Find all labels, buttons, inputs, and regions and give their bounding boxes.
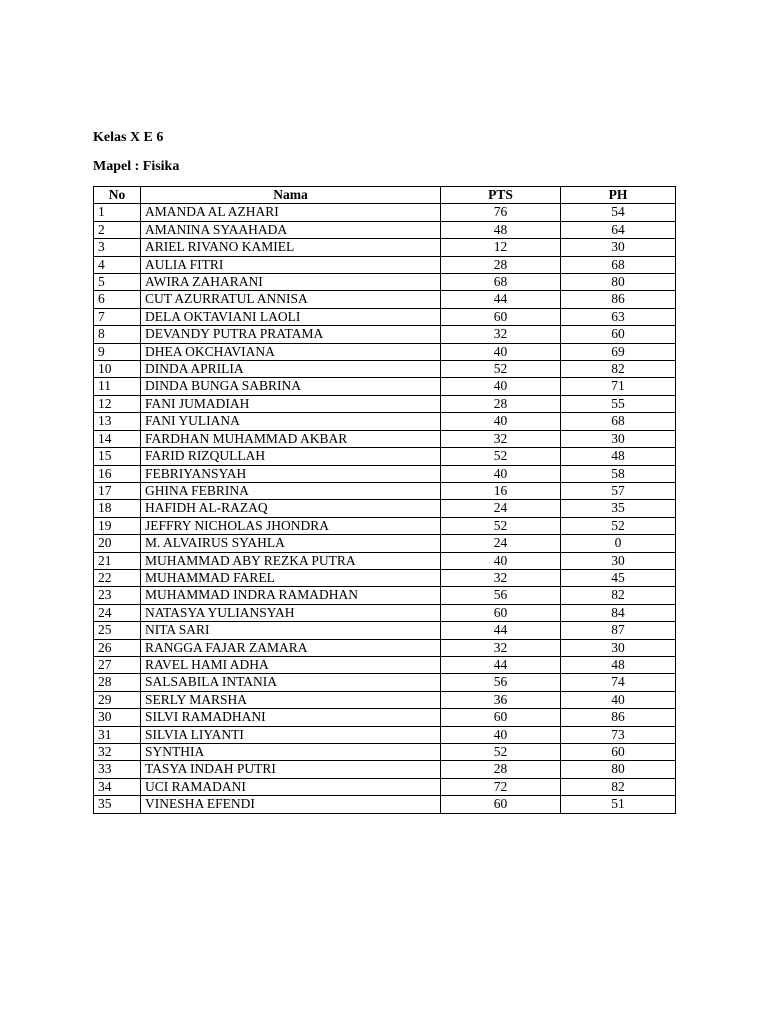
cell-no: 6 — [94, 291, 141, 308]
cell-pts: 24 — [441, 535, 561, 552]
cell-ph: 74 — [561, 674, 676, 691]
cell-ph: 40 — [561, 691, 676, 708]
table-row — [94, 604, 676, 621]
table-row — [94, 482, 676, 499]
cell-no: 14 — [94, 430, 141, 447]
cell-ph: 58 — [561, 465, 676, 482]
cell-nama: JEFFRY NICHOLAS JHONDRA — [141, 517, 441, 534]
cell-nama: SYNTHIA — [141, 744, 441, 761]
table-header-row — [94, 187, 676, 204]
cell-nama: DHEA OKCHAVIANA — [141, 343, 441, 360]
cell-nama: SILVI RAMADHANI — [141, 709, 441, 726]
table-row — [94, 587, 676, 604]
table-row — [94, 761, 676, 778]
cell-no: 25 — [94, 622, 141, 639]
cell-no: 20 — [94, 535, 141, 552]
cell-pts: 28 — [441, 761, 561, 778]
table-row — [94, 343, 676, 360]
cell-no: 33 — [94, 761, 141, 778]
cell-nama: CUT AZURRATUL ANNISA — [141, 291, 441, 308]
table-row — [94, 778, 676, 795]
cell-nama: MUHAMMAD INDRA RAMADHAN — [141, 587, 441, 604]
table-row — [94, 535, 676, 552]
table-row — [94, 361, 676, 378]
cell-no: 29 — [94, 691, 141, 708]
grades-table — [93, 186, 676, 814]
cell-ph: 71 — [561, 378, 676, 395]
cell-ph: 63 — [561, 308, 676, 325]
cell-no: 4 — [94, 256, 141, 273]
cell-pts: 52 — [441, 517, 561, 534]
cell-pts: 40 — [441, 465, 561, 482]
cell-pts: 76 — [441, 204, 561, 221]
table-row — [94, 796, 676, 813]
cell-no: 8 — [94, 326, 141, 343]
cell-nama: SALSABILA INTANIA — [141, 674, 441, 691]
cell-ph: 84 — [561, 604, 676, 621]
cell-ph: 86 — [561, 291, 676, 308]
cell-no: 30 — [94, 709, 141, 726]
cell-nama: HAFIDH AL-RAZAQ — [141, 500, 441, 517]
cell-nama: UCI RAMADANI — [141, 778, 441, 795]
cell-no: 26 — [94, 639, 141, 656]
cell-pts: 56 — [441, 587, 561, 604]
cell-nama: SERLY MARSHA — [141, 691, 441, 708]
cell-no: 21 — [94, 552, 141, 569]
cell-no: 7 — [94, 308, 141, 325]
cell-ph: 51 — [561, 796, 676, 813]
table-row — [94, 639, 676, 656]
table-row — [94, 308, 676, 325]
cell-pts: 12 — [441, 239, 561, 256]
cell-ph: 68 — [561, 256, 676, 273]
cell-ph: 48 — [561, 656, 676, 673]
cell-pts: 44 — [441, 622, 561, 639]
cell-pts: 52 — [441, 361, 561, 378]
cell-pts: 52 — [441, 448, 561, 465]
column-header-pts: PTS — [441, 187, 561, 204]
cell-nama: AMANINA SYAAHADA — [141, 221, 441, 238]
table-body — [94, 204, 676, 813]
cell-no: 15 — [94, 448, 141, 465]
table-row — [94, 239, 676, 256]
cell-nama: FEBRIYANSYAH — [141, 465, 441, 482]
cell-pts: 40 — [441, 726, 561, 743]
table-row — [94, 465, 676, 482]
table-row — [94, 656, 676, 673]
cell-pts: 32 — [441, 639, 561, 656]
table-row — [94, 378, 676, 395]
cell-no: 17 — [94, 482, 141, 499]
cell-ph: 68 — [561, 413, 676, 430]
cell-pts: 36 — [441, 691, 561, 708]
table-row — [94, 500, 676, 517]
table-row — [94, 726, 676, 743]
cell-nama: RAVEL HAMI ADHA — [141, 656, 441, 673]
cell-no: 18 — [94, 500, 141, 517]
column-header-no: No — [94, 187, 141, 204]
cell-nama: MUHAMMAD ABY REZKA PUTRA — [141, 552, 441, 569]
cell-pts: 32 — [441, 326, 561, 343]
cell-pts: 60 — [441, 604, 561, 621]
cell-no: 27 — [94, 656, 141, 673]
cell-no: 11 — [94, 378, 141, 395]
cell-nama: DELA OKTAVIANI LAOLI — [141, 308, 441, 325]
cell-no: 1 — [94, 204, 141, 221]
cell-pts: 52 — [441, 744, 561, 761]
cell-pts: 32 — [441, 569, 561, 586]
cell-nama: AMANDA AL AZHARI — [141, 204, 441, 221]
cell-pts: 60 — [441, 796, 561, 813]
cell-pts: 16 — [441, 482, 561, 499]
cell-no: 31 — [94, 726, 141, 743]
cell-ph: 35 — [561, 500, 676, 517]
cell-no: 22 — [94, 569, 141, 586]
cell-no: 10 — [94, 361, 141, 378]
cell-no: 5 — [94, 274, 141, 291]
table-row — [94, 326, 676, 343]
table-row — [94, 552, 676, 569]
table-row — [94, 569, 676, 586]
cell-ph: 82 — [561, 587, 676, 604]
cell-ph: 52 — [561, 517, 676, 534]
cell-ph: 60 — [561, 744, 676, 761]
subject-title: Mapel : Fisika — [93, 159, 180, 174]
table-row — [94, 256, 676, 273]
cell-ph: 0 — [561, 535, 676, 552]
cell-ph: 82 — [561, 361, 676, 378]
table-row — [94, 744, 676, 761]
cell-pts: 60 — [441, 308, 561, 325]
cell-no: 19 — [94, 517, 141, 534]
table-row — [94, 221, 676, 238]
cell-no: 12 — [94, 395, 141, 412]
cell-nama: MUHAMMAD FAREL — [141, 569, 441, 586]
cell-ph: 80 — [561, 761, 676, 778]
cell-pts: 32 — [441, 430, 561, 447]
cell-nama: DINDA APRILIA — [141, 361, 441, 378]
cell-pts: 48 — [441, 221, 561, 238]
cell-nama: FARDHAN MUHAMMAD AKBAR — [141, 430, 441, 447]
cell-ph: 48 — [561, 448, 676, 465]
cell-pts: 28 — [441, 395, 561, 412]
cell-pts: 44 — [441, 291, 561, 308]
cell-pts: 24 — [441, 500, 561, 517]
cell-ph: 87 — [561, 622, 676, 639]
cell-nama: AWIRA ZAHARANI — [141, 274, 441, 291]
cell-ph: 54 — [561, 204, 676, 221]
cell-nama: VINESHA EFENDI — [141, 796, 441, 813]
cell-ph: 82 — [561, 778, 676, 795]
column-header-ph: PH — [561, 187, 676, 204]
cell-no: 23 — [94, 587, 141, 604]
cell-no: 34 — [94, 778, 141, 795]
cell-no: 32 — [94, 744, 141, 761]
table-row — [94, 395, 676, 412]
cell-nama: ARIEL RIVANO KAMIEL — [141, 239, 441, 256]
cell-nama: DINDA BUNGA SABRINA — [141, 378, 441, 395]
table-row — [94, 291, 676, 308]
cell-nama: FARID RIZQULLAH — [141, 448, 441, 465]
cell-pts: 40 — [441, 413, 561, 430]
cell-ph: 55 — [561, 395, 676, 412]
column-header-nama: Nama — [141, 187, 441, 204]
table-header — [94, 187, 676, 204]
cell-nama: GHINA FEBRINA — [141, 482, 441, 499]
cell-pts: 68 — [441, 274, 561, 291]
cell-ph: 86 — [561, 709, 676, 726]
table-row — [94, 674, 676, 691]
cell-ph: 73 — [561, 726, 676, 743]
cell-nama: NITA SARI — [141, 622, 441, 639]
cell-nama: RANGGA FAJAR ZAMARA — [141, 639, 441, 656]
cell-nama: NATASYA YULIANSYAH — [141, 604, 441, 621]
table-row — [94, 517, 676, 534]
cell-no: 24 — [94, 604, 141, 621]
cell-ph: 45 — [561, 569, 676, 586]
cell-pts: 60 — [441, 709, 561, 726]
cell-no: 2 — [94, 221, 141, 238]
cell-ph: 80 — [561, 274, 676, 291]
cell-no: 35 — [94, 796, 141, 813]
cell-ph: 60 — [561, 326, 676, 343]
cell-no: 9 — [94, 343, 141, 360]
cell-ph: 30 — [561, 639, 676, 656]
cell-pts: 56 — [441, 674, 561, 691]
table-row — [94, 622, 676, 639]
cell-no: 28 — [94, 674, 141, 691]
table-row — [94, 430, 676, 447]
cell-nama: FANI YULIANA — [141, 413, 441, 430]
cell-ph: 69 — [561, 343, 676, 360]
cell-no: 3 — [94, 239, 141, 256]
class-title: Kelas X E 6 — [93, 130, 164, 145]
cell-ph: 30 — [561, 239, 676, 256]
cell-pts: 40 — [441, 552, 561, 569]
table-row — [94, 448, 676, 465]
cell-pts: 40 — [441, 378, 561, 395]
table-row — [94, 709, 676, 726]
cell-ph: 64 — [561, 221, 676, 238]
cell-nama: SILVIA LIYANTI — [141, 726, 441, 743]
cell-pts: 44 — [441, 656, 561, 673]
cell-pts: 28 — [441, 256, 561, 273]
table-row — [94, 274, 676, 291]
table-row — [94, 413, 676, 430]
cell-pts: 40 — [441, 343, 561, 360]
cell-no: 13 — [94, 413, 141, 430]
table-row — [94, 204, 676, 221]
cell-pts: 72 — [441, 778, 561, 795]
cell-nama: TASYA INDAH PUTRI — [141, 761, 441, 778]
cell-nama: FANI JUMADIAH — [141, 395, 441, 412]
cell-nama: DEVANDY PUTRA PRATAMA — [141, 326, 441, 343]
table-row — [94, 691, 676, 708]
cell-nama: M. ALVAIRUS SYAHLA — [141, 535, 441, 552]
cell-nama: AULIA FITRI — [141, 256, 441, 273]
cell-no: 16 — [94, 465, 141, 482]
cell-ph: 30 — [561, 552, 676, 569]
cell-ph: 30 — [561, 430, 676, 447]
cell-ph: 57 — [561, 482, 676, 499]
